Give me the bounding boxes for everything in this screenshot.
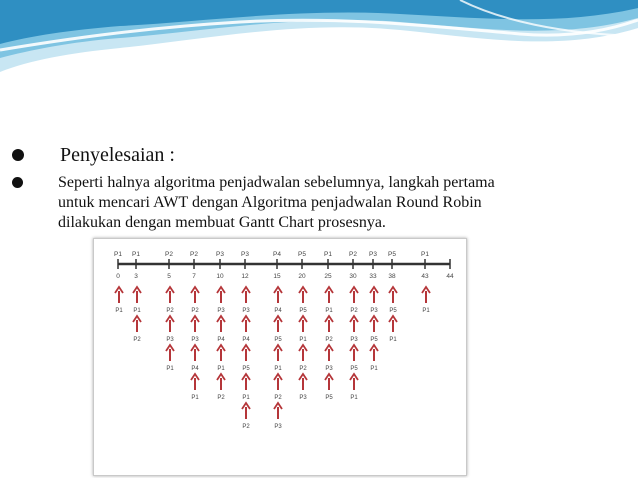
queue-process-label: P5 xyxy=(242,366,250,372)
gantt-time-label: 33 xyxy=(369,273,377,280)
paragraph-line: Seperti halnya algoritma penjadwalan sebelumnya, langkah pertama xyxy=(58,174,495,191)
paragraph-line: dilakukan dengan membuat Gantt Chart prosesnya. xyxy=(58,214,386,231)
gantt-time-label: 44 xyxy=(446,273,454,280)
queue-process-label: P1 xyxy=(191,395,199,401)
bullet-icon xyxy=(12,177,23,188)
queue-process-label: P3 xyxy=(242,308,250,314)
gantt-chart-figure xyxy=(94,239,466,475)
queue-process-label: P5 xyxy=(370,337,378,343)
gantt-process-label: P1 xyxy=(324,251,332,258)
slide-content xyxy=(10,143,630,233)
queue-process-label: P5 xyxy=(389,308,397,314)
gantt-time-label: 10 xyxy=(216,273,224,280)
gantt-time-label: 43 xyxy=(421,273,429,280)
queue-process-label: P1 xyxy=(217,366,225,372)
gantt-process-label: P4 xyxy=(273,251,281,258)
gantt-time-label: 3 xyxy=(134,273,138,280)
header-wave-decoration xyxy=(0,0,638,80)
bullet-icon xyxy=(12,149,24,161)
queue-process-label: P3 xyxy=(191,337,199,343)
queue-process-label: P1 xyxy=(370,366,378,372)
queue-process-label: P5 xyxy=(350,366,358,372)
queue-process-label: P2 xyxy=(274,395,282,401)
queue-process-label: P5 xyxy=(274,337,282,343)
queue-process-label: P2 xyxy=(350,308,358,314)
queue-process-label: P3 xyxy=(350,337,358,343)
queue-process-label: P1 xyxy=(166,366,174,372)
queue-process-label: P2 xyxy=(191,308,199,314)
gantt-process-label: P1 xyxy=(132,251,140,258)
queue-process-label: P4 xyxy=(217,337,225,343)
queue-process-label: P1 xyxy=(133,308,141,314)
queue-process-label: P4 xyxy=(242,337,250,343)
gantt-time-label: 20 xyxy=(298,273,306,280)
queue-process-label: P1 xyxy=(242,395,250,401)
gantt-time-label: 30 xyxy=(349,273,357,280)
gantt-process-label: P1 xyxy=(421,251,429,258)
gantt-time-label: 15 xyxy=(273,273,281,280)
gantt-process-label: P2 xyxy=(349,251,357,258)
queue-process-label: P1 xyxy=(389,337,397,343)
heading-bullet-item xyxy=(10,143,630,167)
paragraph-bullet-item xyxy=(10,173,630,233)
gantt-time-label: 38 xyxy=(388,273,396,280)
gantt-process-label: P2 xyxy=(165,251,173,258)
queue-process-label: P2 xyxy=(217,395,225,401)
gantt-process-label: P5 xyxy=(298,251,306,258)
queue-process-label: P4 xyxy=(191,366,199,372)
queue-process-label: P1 xyxy=(325,308,333,314)
gantt-time-label: 12 xyxy=(241,273,249,280)
queue-process-label: P1 xyxy=(422,308,430,314)
gantt-process-label: P1 xyxy=(114,251,122,258)
gantt-process-label: P3 xyxy=(241,251,249,258)
slide-heading: Penyelesaian : xyxy=(60,144,175,166)
gantt-process-label: P5 xyxy=(388,251,396,258)
queue-process-label: P3 xyxy=(274,424,282,430)
gantt-chart-image xyxy=(93,238,467,476)
queue-process-label: P2 xyxy=(166,308,174,314)
queue-process-label: P4 xyxy=(274,308,282,314)
gantt-process-label: P3 xyxy=(216,251,224,258)
gantt-process-label: P3 xyxy=(369,251,377,258)
gantt-time-label: 5 xyxy=(167,273,171,280)
queue-process-label: P5 xyxy=(299,308,307,314)
queue-process-label: P1 xyxy=(350,395,358,401)
queue-process-label: P1 xyxy=(299,337,307,343)
gantt-process-label: P2 xyxy=(190,251,198,258)
queue-process-label: P3 xyxy=(166,337,174,343)
queue-process-label: P2 xyxy=(299,366,307,372)
queue-process-label: P1 xyxy=(274,366,282,372)
paragraph-line: untuk mencari AWT dengan Algoritma penjadwalan Round Robin xyxy=(58,194,482,211)
queue-process-label: P3 xyxy=(217,308,225,314)
gantt-time-label: 0 xyxy=(116,273,120,280)
queue-process-label: P3 xyxy=(325,366,333,372)
queue-process-label: P1 xyxy=(115,308,123,314)
queue-process-label: P2 xyxy=(133,337,141,343)
queue-process-label: P3 xyxy=(370,308,378,314)
queue-process-label: P3 xyxy=(299,395,307,401)
queue-process-label: P2 xyxy=(242,424,250,430)
gantt-time-label: 25 xyxy=(324,273,332,280)
queue-process-label: P5 xyxy=(325,395,333,401)
gantt-time-label: 7 xyxy=(192,273,196,280)
queue-process-label: P2 xyxy=(325,337,333,343)
